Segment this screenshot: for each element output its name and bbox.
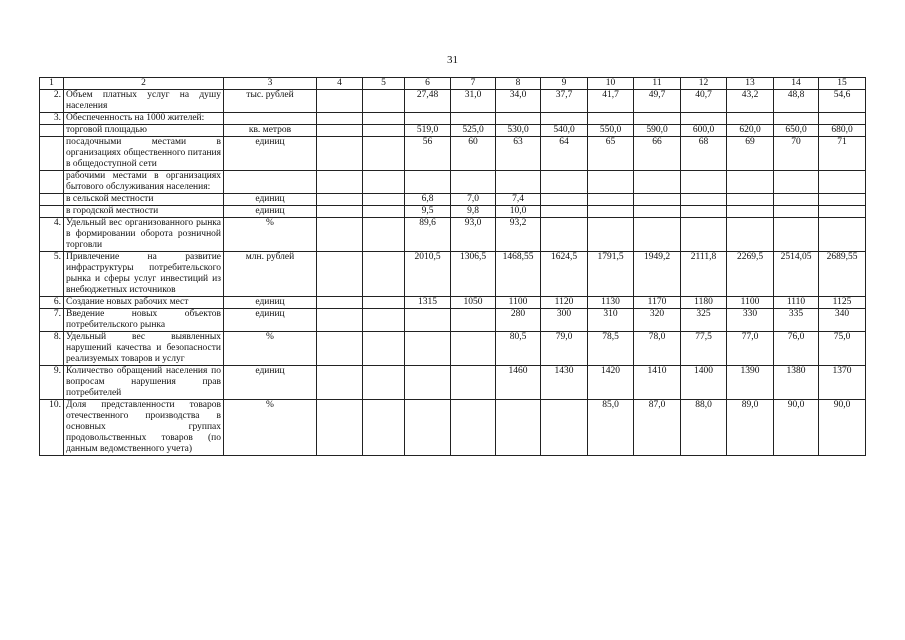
value-cell [363, 366, 405, 400]
row-number: 10. [40, 400, 64, 456]
value-cell: 1460 [496, 366, 541, 400]
value-cell: 335 [774, 309, 819, 332]
value-cell: 680,0 [819, 125, 866, 137]
value-cell [681, 218, 727, 252]
header-cell: 6 [405, 78, 451, 90]
value-cell [541, 194, 588, 206]
value-cell [634, 113, 681, 125]
value-cell: 1420 [588, 366, 634, 400]
value-cell [451, 309, 496, 332]
value-cell: 300 [541, 309, 588, 332]
row-number: 4. [40, 218, 64, 252]
value-cell [363, 125, 405, 137]
value-cell: 620,0 [727, 125, 774, 137]
value-cell [317, 297, 363, 309]
value-cell: 90,0 [774, 400, 819, 456]
value-cell: 76,0 [774, 332, 819, 366]
value-cell: 75,0 [819, 332, 866, 366]
value-cell [451, 113, 496, 125]
value-cell [774, 194, 819, 206]
header-cell: 12 [681, 78, 727, 90]
indicator-name: торговой площадью [64, 125, 224, 137]
value-cell [317, 125, 363, 137]
value-cell [363, 252, 405, 297]
value-cell [363, 137, 405, 171]
value-cell: 1315 [405, 297, 451, 309]
indicator-name: Удельный вес организованного рынка в формировании оборота розничной торговли [64, 218, 224, 252]
value-cell [363, 113, 405, 125]
value-cell [681, 171, 727, 194]
header-cell: 7 [451, 78, 496, 90]
value-cell: 70 [774, 137, 819, 171]
value-cell: 340 [819, 309, 866, 332]
value-cell: 77,0 [727, 332, 774, 366]
value-cell [405, 366, 451, 400]
unit-cell: единиц [224, 309, 317, 332]
value-cell [541, 171, 588, 194]
value-cell: 85,0 [588, 400, 634, 456]
value-cell [681, 113, 727, 125]
value-cell: 27,48 [405, 90, 451, 113]
indicator-name: Объем платных услуг на душу населения [64, 90, 224, 113]
value-cell [727, 206, 774, 218]
value-cell: 1130 [588, 297, 634, 309]
value-cell [727, 194, 774, 206]
value-cell: 280 [496, 309, 541, 332]
value-cell [317, 309, 363, 332]
unit-cell: единиц [224, 366, 317, 400]
value-cell [363, 309, 405, 332]
value-cell: 9,5 [405, 206, 451, 218]
table-row [40, 194, 866, 206]
value-cell: 1624,5 [541, 252, 588, 297]
value-cell: 66 [634, 137, 681, 171]
table-row [40, 218, 866, 252]
value-cell [819, 194, 866, 206]
value-cell: 590,0 [634, 125, 681, 137]
header-row [40, 78, 866, 90]
page-number: 31 [447, 54, 458, 66]
value-cell: 89,6 [405, 218, 451, 252]
value-cell: 1410 [634, 366, 681, 400]
value-cell: 60 [451, 137, 496, 171]
value-cell: 1430 [541, 366, 588, 400]
value-cell [317, 332, 363, 366]
value-cell [405, 113, 451, 125]
value-cell: 1170 [634, 297, 681, 309]
unit-cell: единиц [224, 297, 317, 309]
value-cell: 10,0 [496, 206, 541, 218]
value-cell: 37,7 [541, 90, 588, 113]
value-cell: 1400 [681, 366, 727, 400]
value-cell: 2514,05 [774, 252, 819, 297]
unit-cell: млн. рублей [224, 252, 317, 297]
value-cell: 40,7 [681, 90, 727, 113]
value-cell: 550,0 [588, 125, 634, 137]
value-cell [819, 206, 866, 218]
value-cell: 525,0 [451, 125, 496, 137]
value-cell [634, 194, 681, 206]
value-cell [451, 400, 496, 456]
value-cell [727, 113, 774, 125]
value-cell: 65 [588, 137, 634, 171]
value-cell: 9,8 [451, 206, 496, 218]
value-cell [634, 218, 681, 252]
value-cell: 1791,5 [588, 252, 634, 297]
value-cell [405, 171, 451, 194]
row-number [40, 137, 64, 171]
value-cell [819, 113, 866, 125]
indicator-name: Доля представленности товаров отечественного производства в основных группах продовольственных товаров (по данным ведомственного учета) [64, 400, 224, 456]
value-cell: 6,8 [405, 194, 451, 206]
indicator-name: в городской местности [64, 206, 224, 218]
value-cell: 1110 [774, 297, 819, 309]
value-cell: 93,0 [451, 218, 496, 252]
value-cell [405, 309, 451, 332]
value-cell: 71 [819, 137, 866, 171]
value-cell: 1180 [681, 297, 727, 309]
value-cell: 1100 [496, 297, 541, 309]
value-cell [317, 218, 363, 252]
unit-cell [224, 113, 317, 125]
value-cell: 31,0 [451, 90, 496, 113]
value-cell: 2269,5 [727, 252, 774, 297]
unit-cell: % [224, 218, 317, 252]
row-number [40, 206, 64, 218]
table-row [40, 171, 866, 194]
value-cell: 2689,55 [819, 252, 866, 297]
value-cell: 2010,5 [405, 252, 451, 297]
value-cell: 43,2 [727, 90, 774, 113]
value-cell: 79,0 [541, 332, 588, 366]
value-cell [774, 218, 819, 252]
header-cell: 4 [317, 78, 363, 90]
value-cell [363, 332, 405, 366]
header-cell: 1 [40, 78, 64, 90]
value-cell: 87,0 [634, 400, 681, 456]
value-cell: 90,0 [819, 400, 866, 456]
value-cell: 56 [405, 137, 451, 171]
unit-cell: кв. метров [224, 125, 317, 137]
value-cell [363, 194, 405, 206]
value-cell [317, 113, 363, 125]
indicator-name: рабочими местами в организациях бытового обслуживания населения: [64, 171, 224, 194]
value-cell [451, 171, 496, 194]
indicator-name: Введение новых объектов потребительского рынка [64, 309, 224, 332]
value-cell: 1100 [727, 297, 774, 309]
table-row [40, 400, 866, 456]
value-cell [405, 400, 451, 456]
row-number [40, 125, 64, 137]
table-row [40, 137, 866, 171]
row-number: 8. [40, 332, 64, 366]
value-cell [727, 171, 774, 194]
value-cell [588, 194, 634, 206]
value-cell: 1390 [727, 366, 774, 400]
table-row [40, 297, 866, 309]
row-number: 7. [40, 309, 64, 332]
value-cell [681, 206, 727, 218]
header-cell: 10 [588, 78, 634, 90]
table-row [40, 332, 866, 366]
indicator-name: Привлечение на развитие инфраструктуры потребительского рынка и сферы услуг инвестиций из внебюджетных источников [64, 252, 224, 297]
header-cell: 11 [634, 78, 681, 90]
value-cell [405, 332, 451, 366]
unit-cell: тыс. рублей [224, 90, 317, 113]
table-row [40, 125, 866, 137]
row-number: 5. [40, 252, 64, 297]
value-cell [363, 218, 405, 252]
value-cell: 48,8 [774, 90, 819, 113]
table-row [40, 309, 866, 332]
value-cell [317, 90, 363, 113]
unit-cell: единиц [224, 206, 317, 218]
value-cell [317, 194, 363, 206]
value-cell [317, 171, 363, 194]
row-number: 6. [40, 297, 64, 309]
table-row [40, 206, 866, 218]
value-cell [588, 113, 634, 125]
header-cell: 15 [819, 78, 866, 90]
value-cell: 1949,2 [634, 252, 681, 297]
value-cell [541, 113, 588, 125]
row-number: 9. [40, 366, 64, 400]
row-number [40, 171, 64, 194]
value-cell [451, 366, 496, 400]
value-cell: 325 [681, 309, 727, 332]
value-cell [588, 171, 634, 194]
indicator-name: Удельный вес выявленных нарушений качества и безопасности реализуемых товаров и услуг [64, 332, 224, 366]
value-cell: 1306,5 [451, 252, 496, 297]
value-cell: 80,5 [496, 332, 541, 366]
value-cell [819, 218, 866, 252]
value-cell [774, 171, 819, 194]
row-number [40, 194, 64, 206]
header-cell: 3 [224, 78, 317, 90]
value-cell [363, 297, 405, 309]
value-cell [317, 366, 363, 400]
value-cell [451, 332, 496, 366]
value-cell: 530,0 [496, 125, 541, 137]
value-cell: 1125 [819, 297, 866, 309]
value-cell: 64 [541, 137, 588, 171]
value-cell: 41,7 [588, 90, 634, 113]
value-cell: 78,0 [634, 332, 681, 366]
value-cell: 68 [681, 137, 727, 171]
table-row [40, 90, 866, 113]
unit-cell: % [224, 332, 317, 366]
value-cell: 69 [727, 137, 774, 171]
value-cell: 88,0 [681, 400, 727, 456]
value-cell: 1120 [541, 297, 588, 309]
header-cell: 13 [727, 78, 774, 90]
indicator-name: в сельской местности [64, 194, 224, 206]
value-cell: 320 [634, 309, 681, 332]
unit-cell: % [224, 400, 317, 456]
unit-cell: единиц [224, 194, 317, 206]
value-cell [541, 218, 588, 252]
value-cell: 49,7 [634, 90, 681, 113]
value-cell [363, 206, 405, 218]
value-cell: 7,0 [451, 194, 496, 206]
row-number: 3. [40, 113, 64, 125]
indicator-name: Количество обращений населения по вопросам нарушения прав потребителей [64, 366, 224, 400]
value-cell [317, 137, 363, 171]
indicators-table [39, 77, 866, 456]
value-cell [496, 400, 541, 456]
value-cell [774, 206, 819, 218]
value-cell: 1468,55 [496, 252, 541, 297]
table-row [40, 252, 866, 297]
value-cell [317, 252, 363, 297]
table-row [40, 113, 866, 125]
value-cell: 330 [727, 309, 774, 332]
value-cell: 78,5 [588, 332, 634, 366]
value-cell: 600,0 [681, 125, 727, 137]
value-cell [634, 171, 681, 194]
value-cell [363, 90, 405, 113]
value-cell: 93,2 [496, 218, 541, 252]
unit-cell [224, 171, 317, 194]
value-cell [588, 218, 634, 252]
header-cell: 14 [774, 78, 819, 90]
unit-cell: единиц [224, 137, 317, 171]
value-cell: 63 [496, 137, 541, 171]
value-cell: 89,0 [727, 400, 774, 456]
value-cell: 77,5 [681, 332, 727, 366]
value-cell [363, 171, 405, 194]
header-cell: 9 [541, 78, 588, 90]
row-number: 2. [40, 90, 64, 113]
value-cell: 540,0 [541, 125, 588, 137]
indicator-name: Обеспеченность на 1000 жителей: [64, 113, 224, 125]
value-cell: 2111,8 [681, 252, 727, 297]
indicator-name: Создание новых рабочих мест [64, 297, 224, 309]
value-cell [317, 206, 363, 218]
value-cell [541, 206, 588, 218]
value-cell: 1380 [774, 366, 819, 400]
header-cell: 8 [496, 78, 541, 90]
value-cell [634, 206, 681, 218]
value-cell: 310 [588, 309, 634, 332]
value-cell [496, 113, 541, 125]
value-cell: 519,0 [405, 125, 451, 137]
value-cell: 34,0 [496, 90, 541, 113]
value-cell: 650,0 [774, 125, 819, 137]
indicator-name: посадочными местами в организациях общественного питания в общедоступной сети [64, 137, 224, 171]
value-cell [588, 206, 634, 218]
value-cell: 1050 [451, 297, 496, 309]
value-cell: 54,6 [819, 90, 866, 113]
value-cell [727, 218, 774, 252]
table-row [40, 366, 866, 400]
value-cell [774, 113, 819, 125]
value-cell [317, 400, 363, 456]
value-cell [496, 171, 541, 194]
header-cell: 2 [64, 78, 224, 90]
header-cell: 5 [363, 78, 405, 90]
value-cell [681, 194, 727, 206]
value-cell [819, 171, 866, 194]
value-cell: 1370 [819, 366, 866, 400]
value-cell: 7,4 [496, 194, 541, 206]
value-cell [363, 400, 405, 456]
value-cell [541, 400, 588, 456]
